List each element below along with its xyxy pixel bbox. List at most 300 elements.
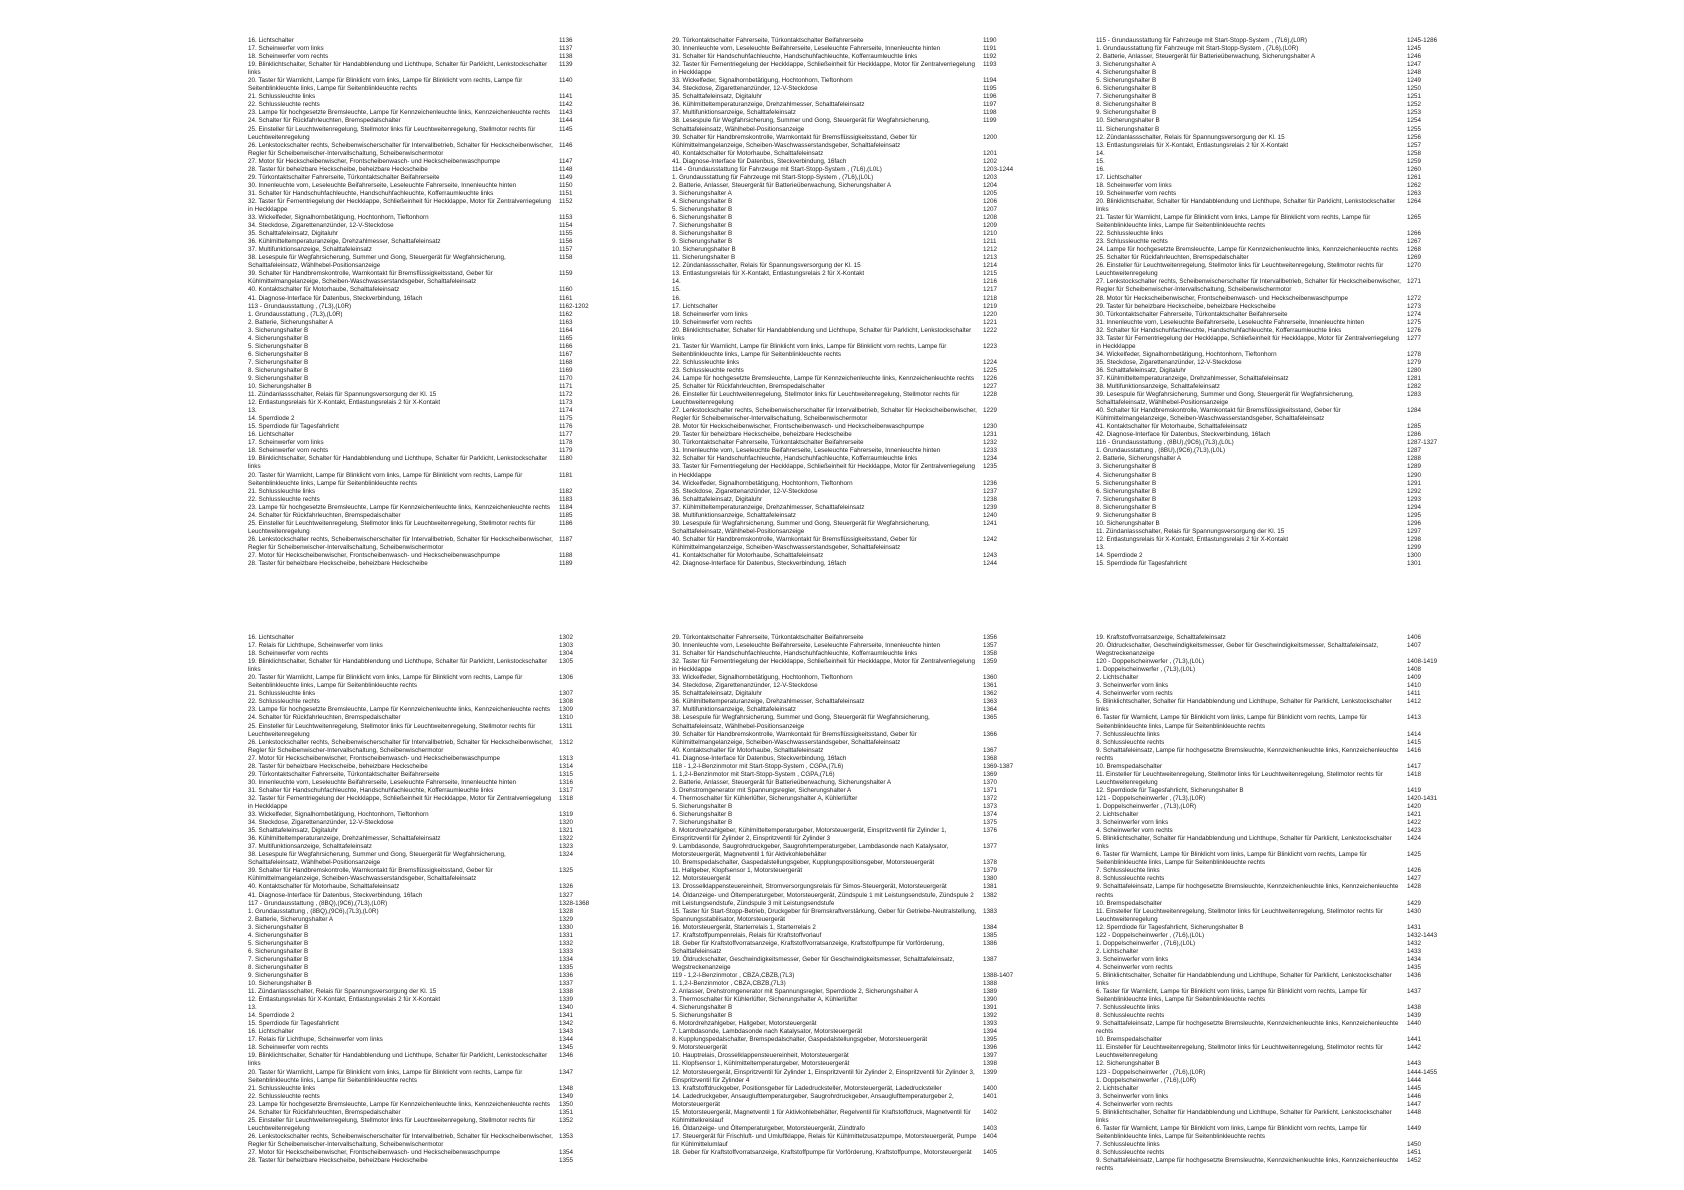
toc-entry bbox=[1096, 455, 1461, 463]
toc-entry-page: 1336 bbox=[559, 971, 574, 979]
toc-entry-title: 16. Öldanzeige- und Öltemperaturgeber, Motorsteuergerät, Zündtrafo bbox=[672, 1124, 865, 1132]
toc-column-1 bbox=[248, 37, 613, 568]
toc-entry bbox=[672, 496, 1037, 504]
toc-entry-title: 17. Lichtschalter bbox=[672, 302, 718, 310]
toc-entry-page: 1432 bbox=[1407, 939, 1422, 947]
toc-entry-page: 1420-1431 bbox=[1407, 794, 1438, 802]
toc-entry-title: 13. Drosselklappensteuereinheit, Stromversorgungsrelais für Simos-Steuergerät, Motorsteuergerät bbox=[672, 883, 947, 891]
toc-entry-page: 1439 bbox=[1407, 1012, 1422, 1020]
toc-entry-title: 39. Schalter für Handbremskontrolle, Warnkontakt für Bremsflüssigkeitsstand, Geber für Kühlmittelmangelanzeige, Scheiben-Waschwasserstandsgeber, Schalttafeleinsatz bbox=[672, 133, 917, 149]
toc-entry-title: 2. Lichtschalter bbox=[1096, 674, 1139, 682]
toc-entry bbox=[248, 988, 613, 996]
toc-entry-title: 27. Lenkstockschalter rechts, Scheibenwischerschalter für Intervallbetrieb, Schalter für Heckscheibenwischer, Regler für Scheibenwischer-Intervallschaltung, Scheibenwischermotor bbox=[672, 407, 977, 423]
toc-entry bbox=[672, 843, 1037, 859]
toc-entry-page: 1206 bbox=[983, 197, 998, 205]
toc-entry-page: 1188 bbox=[559, 552, 573, 559]
toc-entry-title: 31. Schalter für Handschuhfachleuchte, Handschuhfachleuchte, Kofferraumleuchte links bbox=[672, 650, 918, 658]
toc-entry-title: 35. Steckdose, Zigarettenanzünder, 12-V-Steckdose bbox=[1096, 358, 1242, 366]
toc-entry-page: 1193 bbox=[983, 61, 997, 69]
toc-entry-page: 1136 bbox=[559, 37, 573, 44]
toc-entry-page: 1203 bbox=[983, 173, 998, 181]
toc-entry-page: 1341 bbox=[559, 1012, 574, 1020]
toc-entry-page: 1243 bbox=[983, 552, 998, 559]
toc-entry-page: 1197 bbox=[983, 101, 997, 109]
toc-entry-page: 1232 bbox=[983, 439, 998, 447]
toc-entry bbox=[248, 230, 613, 238]
toc-entry bbox=[1096, 544, 1461, 552]
toc-entry bbox=[1096, 351, 1461, 359]
toc-entry-title: 1. Grundausstattung , (7L3),(L0R) bbox=[248, 310, 343, 318]
toc-entry-page: 1430 bbox=[1407, 907, 1422, 915]
toc-entry-page: 1274 bbox=[1407, 310, 1422, 318]
toc-entry bbox=[672, 714, 1037, 730]
toc-entry bbox=[1096, 150, 1461, 158]
toc-entry bbox=[1096, 359, 1461, 367]
toc-entry bbox=[248, 1004, 613, 1012]
toc-entry bbox=[248, 1117, 613, 1133]
toc-entry-page: 1415 bbox=[1407, 738, 1422, 746]
toc-entry bbox=[1096, 972, 1461, 988]
toc-entry-title: 4. Sicherungshalter B bbox=[1096, 69, 1157, 77]
toc-entry bbox=[1096, 1044, 1461, 1060]
toc-entry-page: 1278 bbox=[1407, 350, 1422, 358]
toc-entry bbox=[1096, 827, 1461, 835]
toc-entry-page: 1169 bbox=[559, 366, 573, 374]
toc-entry-title: 3. Scheinwerfer vorn links bbox=[1096, 682, 1169, 690]
toc-entry-title: 1. Grundausstattung , (8BQ),(9C6),(7L3),(L0R) bbox=[248, 907, 379, 915]
toc-entry-title: 6. Sicherungshalter B bbox=[248, 350, 309, 358]
toc-entry-page: 1272 bbox=[1407, 294, 1422, 302]
toc-entry-page: 1202 bbox=[983, 157, 998, 165]
toc-entry bbox=[248, 367, 613, 375]
toc-entry bbox=[672, 447, 1037, 455]
toc-entry-page: 1256 bbox=[1407, 133, 1422, 141]
toc-entry bbox=[672, 755, 1037, 763]
toc-entry-page: 1331 bbox=[559, 931, 574, 939]
toc-entry-page: 1412 bbox=[1407, 698, 1422, 706]
toc-entry-title: 30. Innenleuchte vorn, Leseleuchte Beifahrerseite, Leseleuchte Fahrerseite, Innenleuchte hinten bbox=[672, 642, 941, 650]
toc-entry-title: 32. Taster für Fernentriegelung der Heckklappe, Schließeinheit für Heckklappe, Motor für Zentralverriegelung in Heckklappe bbox=[248, 197, 551, 213]
toc-entry bbox=[672, 1133, 1037, 1149]
toc-entry-page: 1337 bbox=[559, 980, 574, 988]
toc-entry-page: 1303 bbox=[559, 642, 574, 650]
toc-entry-page: 1252 bbox=[1407, 101, 1422, 109]
toc-entry-page: 1406 bbox=[1407, 634, 1422, 641]
toc-entry-page: 1444-1455 bbox=[1407, 1068, 1438, 1076]
toc-entry bbox=[248, 270, 613, 286]
toc-entry bbox=[672, 706, 1037, 714]
toc-entry-page: 1137 bbox=[559, 45, 573, 53]
toc-entry bbox=[672, 45, 1037, 53]
toc-entry bbox=[672, 698, 1037, 706]
toc-entry-page: 1379 bbox=[983, 867, 998, 875]
toc-entry bbox=[248, 908, 613, 916]
toc-entry bbox=[672, 682, 1037, 690]
toc-entry-page: 1265 bbox=[1407, 214, 1422, 222]
toc-entry-title: 30. Innenleuchte vorn, Leseleuchte Beifahrerseite, Leseleuchte Fahrerseite, Innenleuchte hinten bbox=[248, 778, 517, 786]
toc-entry-page: 1221 bbox=[983, 318, 998, 326]
toc-entry-page: 1395 bbox=[983, 1036, 998, 1044]
toc-entry bbox=[672, 214, 1037, 222]
toc-entry-title: 26. Einsteller für Leuchtweitenregelung, Stellmotor links für Leuchtweitenregelung, Stellmotor rechts für Leuchtweitenregelung bbox=[1096, 262, 1384, 278]
toc-entry-page: 1373 bbox=[983, 802, 998, 810]
toc-entry-page: 1174 bbox=[559, 407, 573, 415]
toc-entry bbox=[672, 383, 1037, 391]
toc-entry-page: 1366 bbox=[983, 730, 998, 738]
toc-entry-page: 1440 bbox=[1407, 1020, 1422, 1028]
toc-entry-page: 1229 bbox=[983, 407, 998, 415]
toc-entry bbox=[1096, 552, 1461, 560]
toc-entry-title: 13. Entlastungsrelais für X-Kontakt, Entlastungsrelais 2 für X-Kontakt bbox=[1096, 141, 1289, 149]
toc-entry bbox=[672, 690, 1037, 698]
toc-entry bbox=[248, 779, 613, 787]
toc-entry-title: 16. Motorsteuergerät, Starterrelais 1, Starterrelais 2 bbox=[672, 923, 816, 931]
toc-entry-title: 18. Geber für Kraftstoffvorratsanzeige, Kraftstoffvorratsanzeige, Kraftstoffpumpe für Vorförderung, Schalttafeleinsatz bbox=[672, 939, 944, 955]
toc-entry-page: 1292 bbox=[1407, 487, 1422, 495]
toc-entry bbox=[248, 1093, 613, 1101]
toc-entry bbox=[1096, 747, 1461, 763]
toc-entry bbox=[248, 246, 613, 254]
toc-entry-page: 1241 bbox=[983, 519, 998, 527]
toc-entry bbox=[248, 851, 613, 867]
toc-entry-page: 1216 bbox=[983, 278, 998, 286]
toc-entry-title: 31. Innenleuchte vorn, Leseleuchte Beifahrerseite, Leseleuchte Fahrerseite, Innenleuchte hinten bbox=[1096, 318, 1365, 326]
toc-entry-page: 1338 bbox=[559, 988, 574, 996]
toc-entry bbox=[672, 875, 1037, 883]
toc-entry bbox=[672, 1052, 1037, 1060]
toc-entry-title: 8. Sicherungshalter B bbox=[248, 963, 309, 971]
toc-entry-page: 1429 bbox=[1407, 899, 1422, 907]
toc-entry-title: 28. Taster für beheizbare Heckscheibe, beheizbare Heckscheibe bbox=[248, 762, 428, 770]
toc-entry bbox=[672, 182, 1037, 190]
toc-entry-page: 1217 bbox=[983, 286, 998, 294]
toc-entry-title: 30. Türkontaktschalter Fahrerseite, Türkontaktschalter Beifahrerseite bbox=[1096, 310, 1288, 318]
toc-entry-title: 24. Schalter für Rückfahrleuchten, Bremspedalschalter bbox=[248, 511, 401, 519]
toc-entry bbox=[672, 972, 1037, 980]
toc-entry bbox=[248, 1133, 613, 1149]
toc-entry-page: 1156 bbox=[559, 238, 573, 246]
toc-entry-page: 1328-1368 bbox=[559, 899, 590, 907]
toc-entry-title: 12. Motorsteuergerät bbox=[672, 875, 731, 883]
toc-entry-page: 1346 bbox=[559, 1052, 574, 1060]
toc-entry-page: 1268 bbox=[1407, 246, 1422, 254]
toc-entry-page: 1436 bbox=[1407, 971, 1422, 979]
toc-entry-page: 1159 bbox=[559, 270, 573, 278]
toc-entry bbox=[672, 504, 1037, 512]
toc-entry-title: 40. Schalter für Handbremskontrolle, Warnkontakt für Bremsflüssigkeitsstand, Geber für Kühlmittelmangelanzeige, Scheiben-Waschwasserstandsgeber, Schalttafeleinsatz bbox=[1096, 407, 1341, 423]
toc-entry bbox=[672, 1093, 1037, 1109]
toc-entry-title: 12. Zündanlassschalter, Relais für Spannungsversorgung der Kl. 15 bbox=[1096, 133, 1285, 141]
toc-entry-page: 1335 bbox=[559, 963, 574, 971]
toc-entry-title: 1. Doppelscheinwerfer , (7L6),(L0L) bbox=[1096, 939, 1196, 947]
toc-entry-title: 1. Grundausstattung , (8BU),(9C6),(7L3),(L0L) bbox=[1096, 447, 1226, 455]
toc-entry-page: 1381 bbox=[983, 883, 998, 891]
toc-entry-title: 4. Thermoschalter für Kühlerlüfter, Sicherungshalter A, Kühlerlüfter bbox=[672, 794, 858, 802]
toc-entry bbox=[1096, 109, 1461, 117]
toc-entry-page: 1363 bbox=[983, 698, 998, 706]
toc-entry bbox=[1096, 536, 1461, 544]
toc-entry bbox=[248, 835, 613, 843]
toc-entry-page: 1184 bbox=[559, 503, 573, 511]
toc-entry-title: 23. Schlussleuchte rechts bbox=[672, 366, 744, 374]
toc-entry-title: 3. Sicherungshalter A bbox=[672, 189, 732, 197]
toc-entry-page: 1213 bbox=[983, 254, 998, 262]
toc-entry-title: 22. Schlussleuchte rechts bbox=[248, 698, 320, 706]
toc-entry-title: 115 - Grundausstattung für Fahrzeuge mit Start-Stopp-System , (7L6),(L0R) bbox=[1096, 37, 1307, 44]
toc-entry-page: 1308 bbox=[559, 698, 574, 706]
toc-entry-title: 2. Anlasser, Drehstromgenerator mit Spannungsregler, Sperrdiode 2, Sicherungshalter A bbox=[672, 988, 919, 996]
toc-entry-page: 1383 bbox=[983, 907, 998, 915]
toc-entry bbox=[1096, 956, 1461, 964]
toc-entry-page: 1405 bbox=[983, 1149, 998, 1156]
toc-entry-title: 2. Batterie, Sicherungshalter A bbox=[1096, 455, 1182, 463]
toc-entry-title: 39. Schalter für Handbremskontrolle, Warnkontakt für Bremsflüssigkeitsstand, Geber für Kühlmittelmangelanzeige, Scheiben-Waschwasserstandsgeber, Schalttafeleinsatz bbox=[248, 867, 493, 883]
toc-entry bbox=[672, 1125, 1037, 1133]
toc-entry-title: 35. Schalttafeleinsatz, Digitaluhr bbox=[248, 827, 338, 835]
toc-entry-title: 28. Taster für beheizbare Heckscheibe, beheizbare Heckscheibe bbox=[248, 1157, 428, 1165]
toc-entry-page: 1389 bbox=[983, 988, 998, 996]
toc-entry-page: 1230 bbox=[983, 423, 998, 431]
toc-entry-title: 117 - Grundausstattung , (8BQ),(9C6),(7L3),(L0R) bbox=[248, 899, 388, 907]
toc-entry bbox=[672, 642, 1037, 650]
toc-entry-title: 5. Blinklichtschalter, Schalter für Handabblendung und Lichthupe, Schalter für Parklicht, Lenkstockschalter links bbox=[1096, 1108, 1392, 1124]
toc-entry-page: 1176 bbox=[559, 423, 573, 431]
toc-entry-title: 24. Schalter für Rückfahrleuchten, Bremspedalschalter bbox=[248, 117, 401, 125]
toc-entry-title: 4. Sicherungshalter B bbox=[248, 334, 309, 342]
toc-entry bbox=[1096, 439, 1461, 447]
toc-entry-page: 1386 bbox=[983, 939, 998, 947]
toc-entry bbox=[672, 303, 1037, 311]
toc-entry bbox=[672, 1149, 1037, 1157]
toc-entry-page: 1196 bbox=[983, 93, 997, 101]
toc-entry bbox=[672, 552, 1037, 560]
toc-entry-title: 19. Blinklichtschalter, Schalter für Handabblendung und Lichthupe, Schalter für Parklicht, Lenkstockschalter links bbox=[248, 1052, 548, 1068]
toc-entry-page: 1332 bbox=[559, 939, 574, 947]
toc-entry bbox=[1096, 463, 1461, 471]
toc-entry-title: 20. Öldruckschalter, Geschwindigkeitsmesser, Geber für Geschwindigkeitsmesser, Schalttafeleinsatz, Wegstreckenanzeige bbox=[1096, 642, 1379, 658]
toc-entry-page: 1288 bbox=[1407, 455, 1422, 463]
toc-entry-title: 31. Schalter für Handschuhfachleuchte, Handschuhfachleuchte, Kofferraumleuchte links bbox=[672, 53, 918, 61]
toc-entry-page: 1222 bbox=[983, 326, 998, 334]
toc-entry-page: 1391 bbox=[983, 1004, 998, 1012]
toc-entry-page: 1220 bbox=[983, 310, 998, 318]
toc-entry bbox=[672, 1060, 1037, 1068]
toc-entry bbox=[672, 367, 1037, 375]
toc-entry-page: 1245 bbox=[1407, 45, 1422, 53]
toc-entry-title: 23. Lampe für hochgesetzte Bremsleuchte, Lampe für Kennzeichenleuchte links, Kennzeichenleuchte rechts bbox=[248, 1100, 551, 1108]
toc-entry-title: 14. bbox=[1096, 149, 1105, 157]
toc-entry-title: 38. Multifunktionsanzeige, Schalttafeleinsatz bbox=[1096, 383, 1220, 391]
toc-entry-page: 1224 bbox=[983, 358, 998, 366]
toc-entry bbox=[248, 447, 613, 455]
toc-entry bbox=[1096, 1141, 1461, 1149]
toc-entry bbox=[1096, 1012, 1461, 1020]
toc-entry-page: 1444 bbox=[1407, 1076, 1422, 1084]
toc-entry-title: 8. Schlussleuchte rechts bbox=[1096, 738, 1165, 746]
toc-entry-page: 1441 bbox=[1407, 1036, 1422, 1044]
toc-entry bbox=[248, 972, 613, 980]
toc-entry-page: 1325 bbox=[559, 867, 574, 875]
toc-entry-title: 37. Multifunktionsanzeige, Schalttafeleinsatz bbox=[248, 246, 372, 254]
toc-entry-page: 1165 bbox=[559, 334, 573, 342]
toc-entry bbox=[1096, 908, 1461, 924]
toc-entry-title: 2. Batterie, Anlasser, Steuergerät für Batterieüberwachung, Sicherungshalter A bbox=[672, 181, 892, 189]
toc-entry-title: 4. Scheinwerfer vorn rechts bbox=[1096, 690, 1173, 698]
toc-entry bbox=[248, 254, 613, 270]
toc-entry-page: 1178 bbox=[559, 439, 573, 447]
toc-entry-page: 1138 bbox=[559, 53, 573, 61]
toc-entry-page: 1449 bbox=[1407, 1124, 1422, 1132]
toc-entry bbox=[1096, 512, 1461, 520]
toc-entry bbox=[1096, 940, 1461, 948]
toc-entry-title: 7. Sicherungshalter B bbox=[248, 358, 309, 366]
toc-entry-page: 1173 bbox=[559, 399, 573, 407]
toc-entry-title: 4. Sicherungshalter B bbox=[672, 197, 733, 205]
toc-entry-title: 25. Einsteller für Leuchtweitenregelung, Stellmotor links für Leuchtweitenregelung, Stellmotor rechts für Leuchtweitenregelung bbox=[248, 722, 536, 738]
toc-entry bbox=[672, 940, 1037, 956]
toc-entry bbox=[1096, 238, 1461, 246]
toc-entry-page: 1242 bbox=[983, 535, 998, 543]
toc-entry-title: 19. Scheinwerfer vorn rechts bbox=[1096, 189, 1177, 197]
toc-entry bbox=[672, 455, 1037, 463]
toc-entry bbox=[672, 375, 1037, 383]
toc-entry-title: 29. Taster für beheizbare Heckscheibe, beheizbare Heckscheibe bbox=[1096, 302, 1276, 310]
toc-entry-title: 31. Schalter für Handschuhfachleuchte, Handschuhfachleuchte, Kofferraumleuchte links bbox=[248, 786, 494, 794]
toc-entry bbox=[1096, 262, 1461, 278]
toc-entry bbox=[1096, 1036, 1461, 1044]
toc-entry-page: 1200 bbox=[983, 133, 998, 141]
toc-entry bbox=[672, 747, 1037, 755]
toc-entry bbox=[672, 270, 1037, 278]
toc-entry bbox=[1096, 246, 1461, 254]
toc-entry-page: 1260 bbox=[1407, 165, 1422, 173]
toc-entry bbox=[1096, 311, 1461, 319]
toc-entry bbox=[248, 690, 613, 698]
toc-entry-title: 34. Steckdose, Zigarettenanzünder, 12-V-Steckdose bbox=[672, 682, 818, 690]
toc-entry-title: 9. Schalttafeleinsatz, Lampe für hochgesetzte Bremsleuchte, Kennzeichenleuchte links, Kennzeichenleuchte rechts bbox=[1096, 883, 1399, 899]
toc-entry-title: 26. Lenkstockschalter rechts, Scheibenwischerschalter für Intervallbetrieb, Schalter für Heckscheibenwischer, Regler für Scheibenwischer-Intervallschaltung, Scheibenwischermotor bbox=[248, 738, 553, 754]
toc-entry bbox=[1096, 327, 1461, 335]
toc-entry-title: 15. bbox=[672, 286, 681, 294]
toc-entry bbox=[248, 61, 613, 77]
toc-entry bbox=[1096, 182, 1461, 190]
toc-entry bbox=[248, 359, 613, 367]
toc-entry bbox=[248, 1052, 613, 1068]
toc-entry-title: 25. Schalter für Rückfahrleuchten, Bremspedalschalter bbox=[1096, 254, 1249, 262]
toc-entry bbox=[672, 222, 1037, 230]
toc-entry bbox=[1096, 447, 1461, 455]
toc-entry-title: 9. Schalttafeleinsatz, Lampe für hochgesetzte Bremsleuchte, Kennzeichenleuchte links, Kennzeichenleuchte rechts bbox=[1096, 1020, 1399, 1036]
toc-entry-page: 1250 bbox=[1407, 85, 1422, 93]
toc-entry bbox=[672, 1012, 1037, 1020]
toc-entry-page: 1253 bbox=[1407, 109, 1422, 117]
page-bottom bbox=[0, 595, 1684, 1190]
toc-entry-page: 1323 bbox=[559, 843, 574, 851]
toc-entry-title: 24. Schalter für Rückfahrleuchten, Bremspedalschalter bbox=[248, 714, 401, 722]
toc-entry bbox=[1096, 964, 1461, 972]
toc-entry-page: 1438 bbox=[1407, 1004, 1422, 1012]
toc-entry-title: 10. Bremspedalschalter bbox=[1096, 899, 1163, 907]
toc-entry-title: 17. Relais für Lichthupe, Scheinwerfer vorn links bbox=[248, 642, 383, 650]
toc-entry-page: 1358 bbox=[983, 650, 998, 658]
toc-entry-page: 1214 bbox=[983, 262, 998, 270]
toc-entry bbox=[1096, 230, 1461, 238]
toc-entry-title: 123 - Doppelscheinwerfer , (7L6),(L0R) bbox=[1096, 1068, 1206, 1076]
toc-entry-page: 1212 bbox=[983, 246, 998, 254]
toc-entry-title: 122 - Doppelscheinwerfer , (7L6),(L0L) bbox=[1096, 931, 1205, 939]
toc-entry-page: 1450 bbox=[1407, 1140, 1422, 1148]
toc-entry-title: 37. Kühlmitteltemperaturanzeige, Drehzahlmesser, Schalttafeleinsatz bbox=[672, 503, 865, 511]
toc-entry bbox=[672, 795, 1037, 803]
toc-entry-page: 1139 bbox=[559, 61, 573, 69]
toc-entry-page: 1254 bbox=[1407, 117, 1422, 125]
toc-entry bbox=[672, 480, 1037, 488]
toc-entry-title: 9. Sicherungshalter B bbox=[672, 238, 733, 246]
toc-entry-title: 18. Scheinwerfer vorn rechts bbox=[248, 53, 329, 61]
toc-entry-title: 9. Schalttafeleinsatz, Lampe für hochgesetzte Bremsleuchte, Kennzeichenleuchte links, Kennzeichenleuchte rechts bbox=[1096, 1157, 1399, 1173]
toc-entry bbox=[1096, 1125, 1461, 1141]
toc-entry-page: 1262 bbox=[1407, 181, 1422, 189]
toc-entry bbox=[672, 230, 1037, 238]
toc-entry-page: 1154 bbox=[559, 222, 573, 230]
toc-entry-page: 1352 bbox=[559, 1116, 574, 1124]
toc-entry-page: 1434 bbox=[1407, 955, 1422, 963]
toc-entry-page: 1266 bbox=[1407, 230, 1422, 238]
toc-entry-page: 1160 bbox=[559, 286, 573, 294]
toc-entry-page: 1218 bbox=[983, 294, 998, 302]
toc-entry bbox=[672, 295, 1037, 303]
toc-entry bbox=[672, 431, 1037, 439]
toc-entry-title: 30. Innenleuchte vorn, Leseleuchte Beifahrerseite, Leseleuchte Fahrerseite, Innenleuchte hinten bbox=[248, 181, 517, 189]
toc-entry-title: 22. Schlussleuchte links bbox=[1096, 230, 1164, 238]
toc-entry-title: 16. Lichtschalter bbox=[248, 1028, 294, 1036]
toc-entry-title: 12. Entlastungsrelais für X-Kontakt, Entlastungsrelais 2 für X-Kontakt bbox=[248, 996, 441, 1004]
toc-entry-title: 6. Sicherungshalter B bbox=[1096, 85, 1157, 93]
toc-entry-page: 1384 bbox=[983, 923, 998, 931]
toc-entry-title: 2. Batterie, Sicherungshalter A bbox=[248, 915, 334, 923]
toc-entry-title: 18. Scheinwerfer vorn links bbox=[1096, 181, 1172, 189]
toc-entry-page: 1192 bbox=[983, 53, 997, 61]
toc-entry-title: 36. Kühlmitteltemperaturanzeige, Drehzahlmesser, Schalttafeleinsatz bbox=[248, 238, 441, 246]
toc-entry bbox=[1096, 528, 1461, 536]
toc-entry-title: 38. Lesespule für Wegfahrsicherung, Summer und Gong, Steuergerät für Wegfahrsicherung, Schalttafeleinsatz, Wählhebel-Positionsanzeige bbox=[672, 714, 930, 730]
toc-entry-title: 11. Einsteller für Leuchtweitenregelung, Stellmotor links für Leuchtweitenregelung, Stellmotor rechts für Leuchtweitenregelung bbox=[1096, 770, 1383, 786]
toc-entry bbox=[1096, 278, 1461, 294]
toc-entry bbox=[672, 1085, 1037, 1093]
toc-entry bbox=[672, 391, 1037, 407]
toc-entry bbox=[1096, 948, 1461, 956]
toc-entry bbox=[248, 93, 613, 101]
toc-entry-title: 34. Steckdose, Zigarettenanzünder, 12-V-Steckdose bbox=[248, 819, 394, 827]
toc-entry-page: 1162 bbox=[559, 310, 573, 318]
toc-entry-title: 3. Scheinwerfer vorn links bbox=[1096, 819, 1169, 827]
toc-entry-page: 1362 bbox=[983, 690, 998, 698]
toc-entry-page: 1446 bbox=[1407, 1092, 1422, 1100]
toc-entry-title: 33. Wickelfeder, Signalhornbetätigung, Hochtonhorn, Tieftonhorn bbox=[672, 674, 853, 682]
toc-entry-title: 1. 1,2-l-Benzinmotor mit Start-Stopp-System , CGPA,(7L6) bbox=[672, 770, 835, 778]
toc-entry-page: 1348 bbox=[559, 1084, 574, 1092]
toc-entry-title: 7. Sicherungshalter B bbox=[672, 222, 733, 230]
toc-entry-page: 1394 bbox=[983, 1028, 998, 1036]
toc-entry-title: 9. Sicherungshalter B bbox=[1096, 511, 1157, 519]
toc-entry bbox=[248, 1149, 613, 1157]
toc-entry-page: 1307 bbox=[559, 690, 574, 698]
toc-entry-page: 1304 bbox=[559, 650, 574, 658]
toc-entry-page: 1275 bbox=[1407, 318, 1422, 326]
toc-entry bbox=[1096, 1020, 1461, 1036]
toc-entry-title: 14. Sperrdiode 2 bbox=[248, 1012, 295, 1020]
toc-entry-page: 1347 bbox=[559, 1068, 574, 1076]
